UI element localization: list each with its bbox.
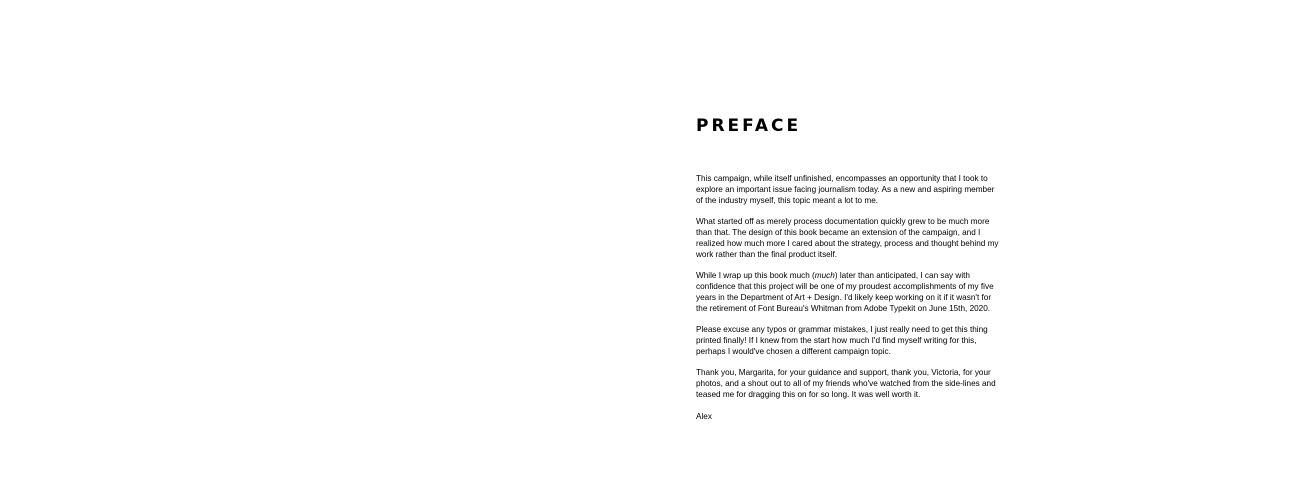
preface-body: [696, 174, 1001, 422]
paragraph-4: Please excuse any typos or grammar mistakes, I just really need to get this thing printed finally! If I knew from the start how much I'd find myself writing for this, perhaps I would've chosen a different campaign topic.: [696, 325, 988, 356]
paragraph-2: What started off as merely process documentation quickly grew to be much more than that. The design of this book became an extension of the campaign, and I realized how much more I cared about the strategy, process and thought behind my work rather than the final product itself.: [696, 217, 999, 259]
signature: Alex: [696, 411, 712, 421]
paragraph-3-emphasis: much: [814, 271, 835, 281]
page-title: PREFACE: [696, 116, 802, 136]
paragraph-3-end: ) later than anticipated, I can say with confidence that this project will be one of my proudest accomplishments of my five years in the Department of Art + Design. I'd likely keep working on it if it wasn't for the retirement of Font Bureau's Whitman from Adobe Typekit on June 15th, 2020.: [696, 271, 994, 313]
paragraph-3-start: While I wrap up this book much (: [696, 271, 815, 281]
right-page: [648, 0, 1296, 504]
paragraph-5: Thank you, Margarita, for your guidance and support, thank you, Victoria, for your photos, and a shout out to all of my friends who've watched from the side-lines and teased me for dragging this on for so long. It was well worth it.: [696, 368, 996, 399]
paragraph-1: This campaign, while itself unfinished, encompasses an opportunity that I took to explore an important issue facing journalism today. As a new and aspiring member of the industry myself, this topic meant a lot to me.: [696, 174, 995, 205]
paragraph-3: [696, 271, 1001, 314]
